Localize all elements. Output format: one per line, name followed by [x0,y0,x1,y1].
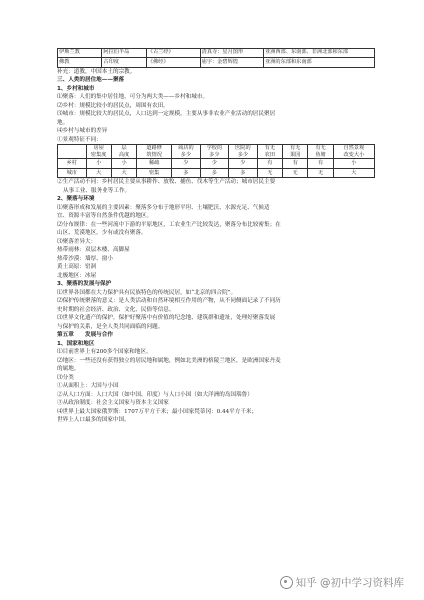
text-line: 1、乡村和城市 [57,85,95,92]
table-cell: 少 [200,158,229,168]
header-text: 改变大小 [343,151,365,158]
header-text: 有无 [315,145,326,152]
table-header-cell [333,145,374,159]
text-line: ⑴聚落形成和发展的主要因素：聚落多分布于地形平坦、土壤肥沃、水源充足、气候适 [57,204,270,211]
text-line: ⑶分类 [57,374,74,381]
village-city-comparison-table [57,144,375,178]
table-cell: 有 [308,158,333,168]
text-line: ①从面积上：大国与小国 [57,383,119,390]
text-line: ②生产活动不同：乡村居民主要从事耕作、放牧、捕鱼、伐木等生产活动；城市居民主要 [57,179,276,186]
table-header-cell [137,145,172,159]
table-header-cell [111,145,136,159]
table-cell: 大 [111,168,136,178]
text-line: 1、国家和地区 [57,340,95,347]
header-text: 果园 [289,151,301,158]
text-line: 黄土高原：窑洞 [57,264,97,271]
table-cell: 小 [111,158,136,168]
text-line: 宜、资源丰富等自然条件优越的地区。 [57,213,153,220]
text-line: ⑶世界文化遗产的保护，保护好聚落中有价值的纪念地、建筑群和遗址，处理好聚落发展 [57,315,276,322]
table-cell: 乡村 [58,158,87,168]
text-line: 从事工业、服务业等工作。 [63,187,131,194]
table-header-cell [283,145,308,159]
table-cell: 多 [172,168,201,178]
table-header-cell [200,145,229,159]
table-header-cell [257,145,282,159]
table-header-cell [229,145,258,159]
table-cell: 无 [257,168,282,178]
text-line: ⑷世界上最大国家俄罗斯：1707万平方千米；最小国家梵蒂冈：0.44平方千米； [57,408,258,415]
text-line: 3、聚落的发展与保护 [57,281,112,288]
header-text: 房屋 [93,145,104,152]
text-line: 三、人类的居住地——聚落 [57,77,125,84]
watermark-text: 知乎 @初中学习资料库 [295,577,404,589]
table-cell: 多 [200,168,229,178]
table-cell: 城市 [58,168,87,178]
text-line: ①景观特征不同： [57,136,102,143]
text-line: 热带雨林：双层木楼、高脚屋 [57,247,130,254]
text-line: 北极地区：冰屋 [57,272,97,279]
header-text: 多少 [180,151,192,158]
table-cell: 大 [86,168,111,178]
text-line: 2、聚落与环境 [57,196,95,203]
header-text: 高度 [118,151,130,158]
header-text: 有无 [264,145,276,152]
table-cell: 少 [172,158,201,168]
table-cell: 少 [229,158,258,168]
text-line: ⑵乡村：规模比较小的居民点，周围有农田。 [57,102,169,109]
table-cell: 无 [283,168,308,178]
table-row [58,168,375,178]
header-text: 道路修 [146,145,162,152]
table-cell: 小 [86,158,111,168]
header-text: 多少 [237,151,249,158]
table-cell: 多 [229,168,258,178]
table-cell: 有 [283,158,308,168]
table-cell: 古印度 [102,58,146,67]
table-header-cell [86,145,111,159]
table-cell: 亚洲西部、东南部、非洲北部和东部 [264,49,375,58]
table-cell: 亚洲的东部和东南部 [264,58,375,67]
document-page [57,48,375,425]
table-cell: 稀疏 [137,158,172,168]
table-cell: 庙宇：金碧辉煌 [200,58,263,67]
header-text: 密集度 [90,151,107,158]
text-line: ⑵地区：一些还没有获得独立的居民地和属地，例如北美洲的格陵兰地区，是欧洲国家丹麦 [57,357,281,364]
text-line: 热带沙漠：墙厚、窗小 [57,255,113,262]
table-row [58,49,375,58]
table-cell: 《古兰经》 [146,49,200,58]
table-cell: 伊斯兰教 [58,49,102,58]
table-cell: 小 [333,158,374,168]
header-text: 医院的 [235,145,251,152]
text-section-development [57,178,375,425]
text-line: ⑶聚落差异大： [57,238,97,245]
table-header-row [58,145,375,159]
religion-table [57,48,375,68]
text-line: 补充：道教，中国本土的宗教。 [57,68,136,75]
zhihu-logo-icon [280,576,293,589]
table-row [58,158,375,168]
text-line: ⑵分布规律：在一些河流中下游的平原地区，工农业生产比较发达，聚落分布比较密集；在 [57,221,281,228]
text-line: 第五章 发展与合作 [57,332,113,339]
text-line: ⑷乡村与城市的差异 [57,128,108,135]
table-header-cell [58,145,87,159]
header-text: 学校的 [206,145,223,152]
table-cell: 有 [257,158,282,168]
text-section-settlements [57,68,375,145]
table-cell: 大 [333,168,374,178]
table-row [58,58,375,67]
table-cell: 佛教 [58,58,102,67]
table-cell: 阿拉伯半岛 [102,49,146,58]
table-cell: 密集 [137,168,172,178]
header-text: 多少 [209,151,220,158]
table-header-cell [172,145,201,159]
text-line: 山区、荒漠地区，少有或没有聚落。 [57,230,147,237]
header-text: 有无 [289,145,301,152]
text-line: 地。 [57,119,69,126]
table-cell: 无 [308,168,333,178]
text-line: 与保护的关系，是全人类共同面临的问题。 [57,323,164,330]
text-line: ⑴目前世界上有200多个国家和地区。 [57,349,152,356]
header-text: 鱼塘 [315,151,326,158]
table-cell: 《佛经》 [146,58,200,67]
text-line: ⑵保护传统聚落的意义：是人类活动和自然环境相互作用的产物，从不同侧面记录了不同历 [57,298,281,305]
text-line: ⑴聚落：人们的集中居住地，可分为两大类——乡村和城市。 [57,94,209,101]
text-line: 世界上人口最多的国家中国。 [57,417,130,424]
header-text: 自然景观 [343,145,365,152]
text-line: ⑴世界各国都在大力保护具有民族特色的传统民居，如“北京的四合院”。 [57,289,237,296]
table-cell: 清真寺：星月图形 [200,49,263,58]
header-text: 层 [121,145,127,152]
header-text: 筑情况 [146,151,162,158]
text-line: ②从人口方面：人口大国（如中国、印度）与人口小国（如大洋洲的岛国瑙鲁） [57,391,253,398]
header-text: 商店的 [178,145,194,152]
text-line: 史时期的社会经济、政治、文化、民俗等信息。 [57,306,175,313]
table-header-cell [308,145,333,159]
text-line: ⑶城市：规模比较大的居民点，人口达到一定规模，主要从事非农业产业活动的居民聚居 [57,111,276,118]
header-text: 农田 [264,151,276,158]
text-line: ③从政治制度：社会主义国家与资本主义国家 [57,400,169,407]
text-line: 的属地。 [57,366,80,373]
watermark [280,575,404,590]
